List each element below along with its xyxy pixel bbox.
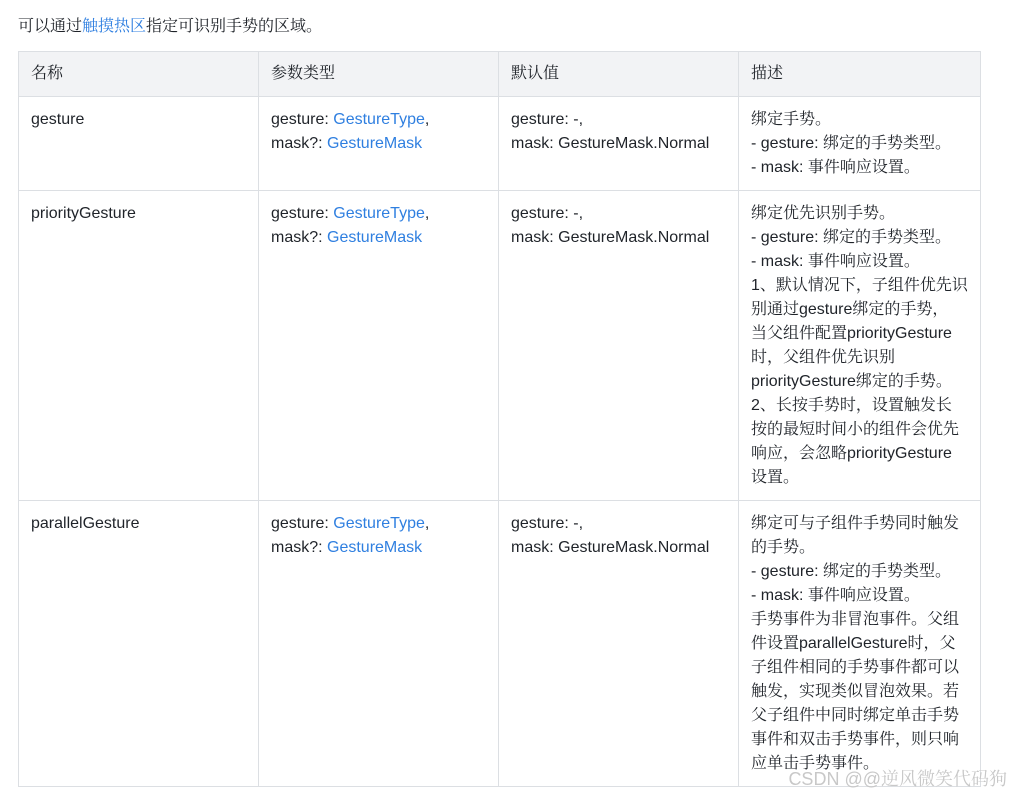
param-gesture-prefix: gesture:	[271, 205, 334, 222]
intro-before: 可以通过	[18, 18, 83, 35]
param-gesture-line	[271, 202, 486, 226]
description-line: 时，父组件优先识别	[751, 349, 896, 366]
default-line: gesture: -,	[511, 515, 584, 532]
description-line: - gesture: 绑定的手势类型。	[751, 135, 952, 152]
description-line: 当父组件配置priorityGesture	[751, 325, 952, 342]
param-gesture-prefix: gesture:	[271, 515, 334, 532]
default-line: mask: GestureMask.Normal	[511, 229, 710, 246]
description-line: 别通过gesture绑定的手势，	[751, 301, 949, 318]
cell-name: parallelGesture	[19, 501, 259, 787]
description-line: - mask: 事件响应设置。	[751, 159, 920, 176]
param-mask-prefix: mask?:	[271, 539, 328, 556]
param-gesture-line	[271, 512, 486, 536]
description-line: 触发，实现类似冒泡效果。若	[751, 683, 960, 700]
param-gesture-suffix: ,	[424, 111, 430, 128]
cell-name: gesture	[19, 97, 259, 191]
description-line: 父子组件中同时绑定单击手势	[751, 707, 960, 724]
description-line: 件设置parallelGesture时，父	[751, 635, 956, 652]
gesture-type-link[interactable]: GestureType	[333, 205, 425, 222]
csdn-watermark: CSDN @@逆风微笑代码狗	[788, 769, 1007, 789]
cell-description	[739, 97, 981, 191]
table-header-row	[19, 52, 981, 97]
header-description: 描述	[739, 52, 981, 97]
description-line: 响应，会忽略priorityGesture	[751, 445, 952, 462]
param-gesture-suffix: ,	[424, 205, 430, 222]
param-gesture-prefix: gesture:	[271, 111, 334, 128]
description-line: 应单击手势事件。	[751, 755, 880, 772]
default-line: gesture: -,	[511, 205, 584, 222]
description-line: - mask: 事件响应设置。	[751, 587, 920, 604]
description-line: 绑定可与子组件手势同时触发	[751, 515, 960, 532]
description-line: - gesture: 绑定的手势类型。	[751, 563, 952, 580]
gesture-mask-link[interactable]: GestureMask	[327, 539, 423, 556]
cell-name: priorityGesture	[19, 191, 259, 501]
header-name: 名称	[19, 52, 259, 97]
cell-description	[739, 191, 981, 501]
param-gesture-line	[271, 108, 486, 132]
cell-param-type	[259, 501, 499, 787]
description-line: - mask: 事件响应设置。	[751, 253, 920, 270]
cell-default	[499, 97, 739, 191]
gesture-type-link[interactable]: GestureType	[333, 515, 425, 532]
cell-param-type	[259, 191, 499, 501]
table-row	[19, 501, 981, 787]
description-line: 1、默认情况下，子组件优先识	[751, 277, 968, 294]
param-gesture-suffix: ,	[424, 515, 430, 532]
description-line: 手势事件为非冒泡事件。父组	[751, 611, 960, 628]
table-row	[19, 191, 981, 501]
gesture-mask-link[interactable]: GestureMask	[327, 229, 423, 246]
param-mask-prefix: mask?:	[271, 229, 328, 246]
param-mask-line	[271, 132, 486, 156]
description-line: 设置。	[751, 469, 800, 486]
cell-default	[499, 191, 739, 501]
description-line: 子组件相同的手势事件都可以	[751, 659, 960, 676]
description-line: priorityGesture绑定的手势。	[751, 373, 952, 390]
touch-hotspot-link[interactable]: 触摸热区	[82, 18, 147, 35]
param-mask-line	[271, 536, 486, 560]
gesture-type-link[interactable]: GestureType	[333, 111, 425, 128]
default-line: gesture: -,	[511, 111, 584, 128]
description-line: 绑定手势。	[751, 111, 832, 128]
description-line: 的手势。	[751, 539, 816, 556]
param-mask-prefix: mask?:	[271, 135, 328, 152]
intro-after: 指定可识别手势的区域。	[146, 18, 323, 35]
header-default: 默认值	[499, 52, 739, 97]
cell-description	[739, 501, 981, 787]
description-line: - gesture: 绑定的手势类型。	[751, 229, 952, 246]
cell-default	[499, 501, 739, 787]
gesture-binding-table	[18, 51, 981, 787]
header-param-type: 参数类型	[259, 52, 499, 97]
cell-param-type	[259, 97, 499, 191]
description-line: 2、长按手势时，设置触发长	[751, 397, 952, 414]
description-line: 按的最短时间小的组件会优先	[751, 421, 960, 438]
default-line: mask: GestureMask.Normal	[511, 539, 710, 556]
intro-text	[18, 16, 322, 38]
description-line: 绑定优先识别手势。	[751, 205, 896, 222]
param-mask-line	[271, 226, 486, 250]
table-row	[19, 97, 981, 191]
default-line: mask: GestureMask.Normal	[511, 135, 710, 152]
gesture-mask-link[interactable]: GestureMask	[327, 135, 423, 152]
description-line: 事件和双击手势事件，则只响	[751, 731, 960, 748]
